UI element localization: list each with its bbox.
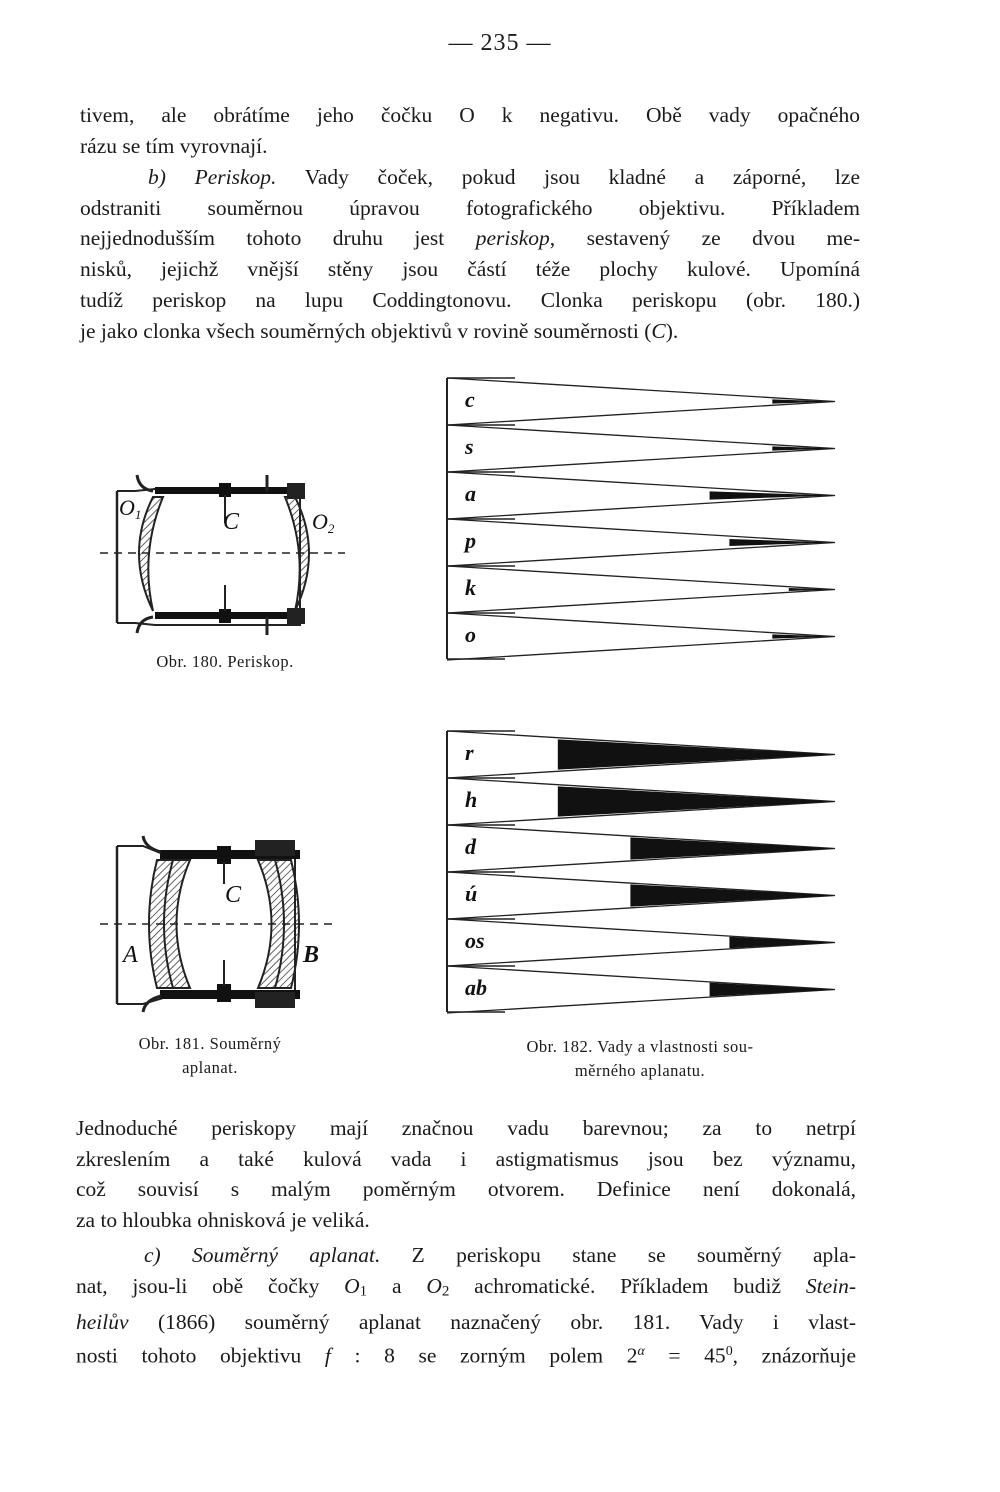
figure-periskop <box>95 465 355 645</box>
label-c: C <box>223 509 240 535</box>
paragraph-symmetric-aplanat <box>76 1240 856 1372</box>
row-label-os: os <box>465 928 485 954</box>
chart-vady-bottom <box>445 730 840 1020</box>
text-line <box>76 1271 856 1307</box>
wedge-fill-h <box>558 786 835 816</box>
wedge-fill-ú <box>630 884 835 906</box>
item-label: c) <box>144 1243 161 1267</box>
label-o1-sub: 1 <box>134 507 142 522</box>
text-line: zkreslením a také kulová vada i astigmatismus jsou bez významu, <box>76 1146 856 1171</box>
text-line <box>80 162 860 193</box>
term: periskop <box>475 226 550 251</box>
text-fragment: achromatické. Příkladem budiž <box>449 1273 806 1298</box>
figure-symmetric-aplanat <box>95 832 345 1017</box>
caption-line: měrného aplanatu. <box>574 1061 706 1080</box>
svg-text:O2 <box>312 509 335 536</box>
text-line: rázu se tím vyrovnají. <box>80 133 268 158</box>
text-fragment: a <box>367 1273 427 1298</box>
wedge-fill-a <box>710 491 835 499</box>
label-o2-sub: 2 <box>327 521 335 536</box>
row-label-a: a <box>465 481 476 507</box>
symbol: O <box>344 1273 360 1298</box>
caption-line: aplanat. <box>182 1058 238 1077</box>
text-fragment: , znázorňuje <box>732 1344 856 1369</box>
text-line <box>76 1240 856 1271</box>
subscript: 2 <box>441 1282 450 1299</box>
text-line <box>80 223 860 254</box>
page-number: — 235 — <box>448 30 552 56</box>
subscript: 1 <box>359 1282 368 1299</box>
wedge-fill-r <box>558 739 835 769</box>
row-label-c: c <box>465 387 475 413</box>
text-line: tudíž periskop na lupu Coddingtonovu. Clonka periskopu (obr. 180.) <box>80 287 860 312</box>
row-label-o: o <box>465 622 476 648</box>
wedge-fill-os <box>729 937 835 949</box>
symbol: O <box>426 1273 442 1298</box>
wedge-fill-d <box>630 837 835 859</box>
paragraph-periskop <box>80 162 860 346</box>
row-label-p: p <box>465 528 476 554</box>
chart-vady-top <box>445 377 840 662</box>
text-line <box>76 1307 856 1338</box>
text-fragment: nejjednodušším tohoto druhu jest <box>80 226 476 251</box>
caption-fig-182 <box>465 1035 815 1083</box>
wedge-fill-p <box>729 539 835 546</box>
row-label-s: s <box>465 434 474 460</box>
superscript: α <box>637 1344 645 1360</box>
text-line: nisků, jejichž vnější stěny jsou částí téže plochy kulové. Upomíná <box>80 257 860 282</box>
row-label-d: d <box>465 834 476 860</box>
section-title: Periskop. <box>194 165 277 189</box>
caption-line: Obr. 181. Souměrný <box>138 1034 282 1053</box>
row-label-r: r <box>465 740 474 766</box>
label-c: C <box>225 882 242 908</box>
text-fragment: , sestavený ze dvou me- <box>549 226 860 251</box>
symbol: f <box>324 1344 331 1369</box>
label-o2: O <box>312 509 328 534</box>
text-line: Jednoduché periskopy mají značnou vadu barevnou; za to netrpí <box>76 1116 856 1140</box>
row-label-ab: ab <box>465 975 487 1001</box>
text-fragment: = 45 <box>644 1344 726 1369</box>
paragraph-1 <box>80 100 860 161</box>
caption-line: Obr. 182. Vady a vlastnosti sou- <box>526 1037 754 1056</box>
label-b: B <box>303 942 320 968</box>
caption-fig-180: Obr. 180. Periskop. <box>156 652 294 671</box>
symbol: C <box>651 318 666 343</box>
item-label: b) <box>148 165 166 189</box>
text-fragment: : 8 se zorným polem 2 <box>330 1344 638 1369</box>
text-fragment: Vady čoček, pokud jsou kladné a záporné, lze <box>276 165 860 189</box>
text-fragment: nosti tohoto objektivu <box>76 1344 325 1369</box>
text-line: za to hloubka ohnisková je veliká. <box>76 1208 370 1233</box>
label-o1: O <box>119 495 135 520</box>
text-fragment: je jako clonka všech souměrných objektivů v rovině souměrnosti ( <box>80 318 652 343</box>
text-fragment: (1866) souměrný aplanat naznačený obr. 181. Vady i vlast- <box>128 1309 856 1334</box>
text-line <box>80 316 860 347</box>
caption-fig-181 <box>90 1032 330 1080</box>
paragraph-3 <box>76 1113 856 1236</box>
wedge-outline <box>447 566 835 613</box>
superscript: 0 <box>725 1344 733 1360</box>
section-title: Souměrný aplanat. <box>192 1243 381 1267</box>
text-fragment: nat, jsou-li obě čočky <box>76 1273 345 1298</box>
name: heilův <box>76 1309 129 1334</box>
text-line: odstraniti souměrnou úpravou fotografického objektivu. Příkladem <box>80 195 860 220</box>
text-line: což souvisí s malým poměrným otvorem. Definice není dokonalá, <box>76 1177 856 1202</box>
text-fragment: ). <box>665 318 679 343</box>
row-label-ú: ú <box>465 881 478 907</box>
label-a: A <box>123 942 138 968</box>
text-line <box>76 1337 856 1371</box>
text-fragment: Z periskopu stane se souměrný apla- <box>380 1243 856 1267</box>
name: Stein- <box>805 1273 856 1298</box>
wedge-fill-ab <box>710 983 835 997</box>
svg-text:O1 <box>119 495 141 522</box>
text-line: tivem, ale obrátíme jeho čočku O k negativu. Obě vady opačného <box>80 103 860 127</box>
row-label-h: h <box>465 787 478 813</box>
row-label-k: k <box>465 575 476 601</box>
